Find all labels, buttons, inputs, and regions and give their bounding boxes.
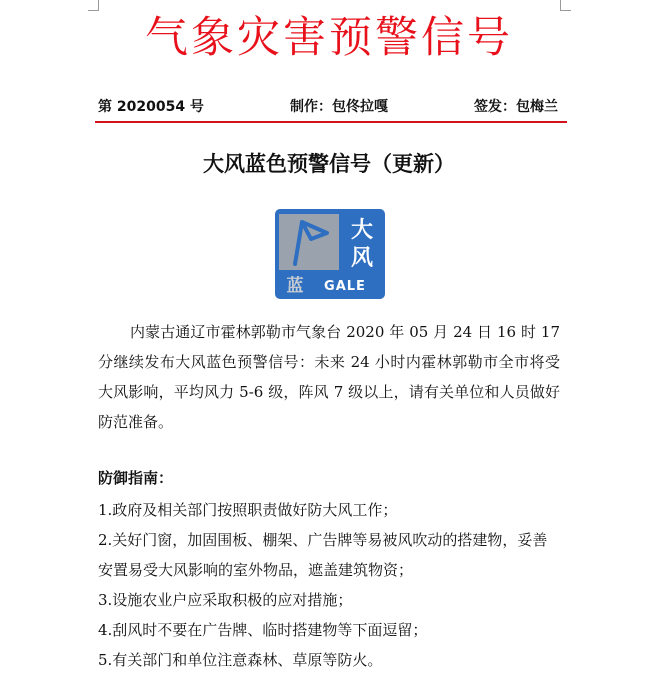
doc-number: 第 2020054 号 — [98, 99, 204, 115]
guide-item: 1.政府及相关部门按照职责做好防大风工作； — [98, 501, 398, 519]
icon-char-da: 大 — [350, 218, 374, 243]
warning-paragraph: 内蒙古通辽市霍林郭勒市气象台 2020 年 05 月 24 日 16 时 17 分继续发布大风蓝色预警信号：未来 24 小时内霍林郭勒市全市将受大风影响，平均风力 5-6 级，阵风 7 级以上，请有关单位和人员做好防范准备。 — [98, 323, 560, 431]
issuer: 签发：包梅兰 — [474, 99, 558, 115]
producer: 制作：包佟拉嘎 — [289, 99, 388, 115]
document-title: 大风蓝色预警信号（更新） — [203, 151, 455, 176]
guide-item: 5.有关部门和单位注意森林、草原等防火。 — [98, 651, 383, 669]
guide-list — [98, 495, 560, 675]
gale-blue-warning-icon — [275, 209, 385, 299]
guide-item: 4.刮风时不要在广告牌、临时搭建物等下面逗留； — [98, 621, 428, 639]
guide-heading: 防御指南： — [98, 469, 174, 487]
meta-row — [98, 95, 558, 117]
red-divider — [95, 121, 567, 123]
masthead-title: 气象灾害预警信号 — [145, 13, 513, 63]
icon-english-text: GALE — [324, 279, 366, 294]
guide-item: 3.设施农业户应采取积极的应对措施； — [98, 591, 353, 609]
guide-item: 2.关好门窗，加固围板、棚架、广告牌等易被风吹动的搭建物，妥善安置易受大风影响的室外物品，遮盖建筑物资； — [98, 531, 548, 579]
icon-level-text: 蓝 — [286, 276, 304, 296]
icon-char-feng: 风 — [350, 246, 374, 271]
